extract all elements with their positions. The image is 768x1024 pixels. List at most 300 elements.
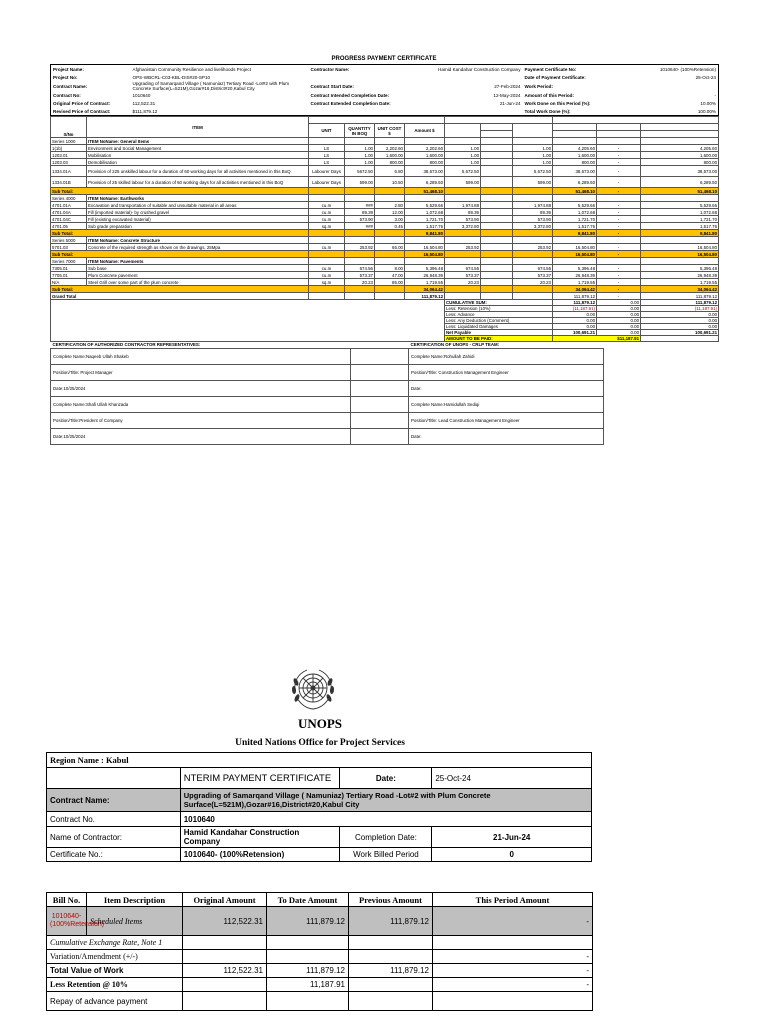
item-amount: 6,289.50 xyxy=(405,177,445,188)
item-cp-all-previous: 4,205.60 xyxy=(553,145,597,152)
row-original xyxy=(183,992,267,1011)
item-cp-all-previous: 1,517.76 xyxy=(553,223,597,230)
empty-cell xyxy=(309,230,345,237)
item-cp-all-previous: 1,719.55 xyxy=(553,279,597,286)
item-unit: LS xyxy=(309,152,345,159)
section-row xyxy=(51,258,719,265)
empty-cell xyxy=(445,251,481,258)
header-left-value: Upgrading of Samarqand Village ( Namuniaz) Tertiary Road -Lot#2 with Plum Concrete Surface(L=521M),Gozar#16,District#20,Kabul City xyxy=(132,81,290,91)
summary-label: CUMULATIVE SUM: xyxy=(445,300,553,306)
empty-cell xyxy=(351,365,409,381)
certificate-header xyxy=(50,64,719,116)
item-code: 4701.04A xyxy=(51,209,87,216)
item-amount: 2,202.60 xyxy=(405,145,445,152)
col-usd-1: USD xyxy=(553,131,597,138)
empty-cell xyxy=(345,195,375,202)
item-unit-cost: 3.00 xyxy=(375,216,405,223)
empty-cell xyxy=(481,188,513,195)
empty-cell xyxy=(445,286,481,293)
header-left-label: Project No: xyxy=(53,74,78,80)
header-mid-label xyxy=(309,107,405,116)
subtotal-amount: 34,064.42 xyxy=(405,286,445,293)
row-to-date xyxy=(267,936,349,950)
cert-contractor-line: Complete Name:Shafi Ullah Khanzada xyxy=(51,397,351,413)
item-amount: 26,948.39 xyxy=(405,272,445,279)
item-cp-this: - xyxy=(597,279,641,286)
item-unit-cost: 6.80 xyxy=(375,166,405,177)
item-period xyxy=(481,216,513,223)
table-row xyxy=(47,907,593,936)
empty-cell xyxy=(375,286,405,293)
item-unit: cu.m xyxy=(309,244,345,251)
subtotal-cp-this: - xyxy=(597,293,641,300)
empty-cell xyxy=(513,230,553,237)
item-amount: 38,573.00 xyxy=(405,166,445,177)
bill-previous: 111,879.12 xyxy=(349,907,433,936)
item-cp-to-date: 1,072.68 xyxy=(641,209,719,216)
item-cp-to-date: 1,719.55 xyxy=(641,279,719,286)
row-to-date xyxy=(267,950,349,964)
item-to-date: 674.56 xyxy=(513,265,553,272)
item-cp-this: - xyxy=(597,177,641,188)
header-left-value: 1010640 xyxy=(132,92,151,98)
subtotal-cp-to-date: 34,064.42 xyxy=(641,286,719,293)
empty-cell xyxy=(309,286,345,293)
row-label: Total Value of Work xyxy=(47,964,183,978)
grand-total-row xyxy=(51,293,719,300)
item-all-previous: 1,974.88 xyxy=(445,202,481,209)
row-previous xyxy=(349,936,433,950)
work-billed-label: Work Billed Period xyxy=(340,848,432,862)
empty-cell xyxy=(481,230,513,237)
subtotal-amount: 16,504.80 xyxy=(405,251,445,258)
header-mid-label: Contract Start Date: xyxy=(310,83,354,89)
header-mid-value: Hamid Kandahar Construction Company xyxy=(438,66,521,72)
empty-cell xyxy=(375,293,405,300)
item-unit-cost: 1,600.00 xyxy=(375,152,405,159)
cert-unops-line: Complete Name:Rohullah Zahidi xyxy=(409,349,604,365)
item-qty: 1.00 xyxy=(345,145,375,152)
boq-table xyxy=(50,116,719,342)
header-right-label: Payment Certificate No: xyxy=(524,66,577,72)
contractor-label: Name of Contractor: xyxy=(47,827,181,848)
col-item: ITEM xyxy=(87,117,309,138)
item-unit: cu.m xyxy=(309,209,345,216)
row-previous: 111,879.12 xyxy=(349,964,433,978)
empty-cell xyxy=(375,195,405,202)
subtotal-amount: 111,879.12 xyxy=(405,293,445,300)
subtotal-row xyxy=(51,230,719,237)
empty-cell xyxy=(553,258,597,265)
item-period xyxy=(481,223,513,230)
col-this-period-amount: This Period Amount xyxy=(433,893,593,907)
cert-unops-title: CERTIFICATION OF UNOPS - CRLP TEAM: xyxy=(410,342,500,347)
header-row xyxy=(51,107,719,116)
item-unit: cu.m xyxy=(309,216,345,223)
item-all-previous: 3,372.80 xyxy=(445,223,481,230)
empty-cell xyxy=(641,138,719,145)
item-qty: ### xyxy=(345,202,375,209)
item-to-date: 5,672.50 xyxy=(513,166,553,177)
summary-value-a: 111,879.12 xyxy=(553,300,597,306)
table-row xyxy=(47,964,593,978)
item-to-date: 1,974.88 xyxy=(513,202,553,209)
summary-value-b: 0.00 xyxy=(597,312,641,318)
item-code: 4701.01A xyxy=(51,202,87,209)
empty-cell xyxy=(597,237,641,244)
work-billed-value: 0 xyxy=(432,848,592,862)
col-item-description: Item Description xyxy=(87,893,183,907)
table-row xyxy=(51,216,719,223)
item-unit-cost: 0.45 xyxy=(375,223,405,230)
item-all-previous: 1.00 xyxy=(445,152,481,159)
header-mid-value: 21-Jun-24 xyxy=(499,100,521,106)
header-mid-label: Contract Extended Completion Date: xyxy=(310,100,391,106)
empty-cell xyxy=(405,138,445,145)
item-period xyxy=(481,272,513,279)
item-description: Fill (existing excavated material) xyxy=(87,216,309,223)
item-code: N/A xyxy=(51,279,87,286)
empty-cell xyxy=(345,286,375,293)
certificate-no-label: Certificate No.: xyxy=(47,848,181,862)
header-left-value: OPS-WBCRL-C03-KBL-DIS#20-SP10 xyxy=(132,74,211,80)
item-code: 1(1b) xyxy=(51,145,87,152)
item-cp-to-date: 1,517.76 xyxy=(641,223,719,230)
subtotal-amount: 51,468.10 xyxy=(405,188,445,195)
empty-cell xyxy=(345,237,375,244)
region-name: Region Name : Kabul xyxy=(47,753,592,768)
subtotal-cp-this: - xyxy=(597,230,641,237)
empty-cell xyxy=(641,237,719,244)
item-unit: LS xyxy=(309,159,345,166)
item-description: Mobilisation xyxy=(87,152,309,159)
item-unit-cost: 10.50 xyxy=(375,177,405,188)
item-to-date: 89.39 xyxy=(513,209,553,216)
item-cp-all-previous: 26,948.39 xyxy=(553,272,597,279)
cert-unops-line: Position/Title: Construction Management Engineer xyxy=(409,365,604,381)
row-this-period xyxy=(433,936,593,950)
row-this-period: - xyxy=(433,978,593,992)
item-cp-this: - xyxy=(597,265,641,272)
certification-row xyxy=(51,365,604,381)
subtotal-row xyxy=(51,251,719,258)
item-period xyxy=(481,177,513,188)
bill-to-date: 111,879.12 xyxy=(267,907,349,936)
item-qty: ### xyxy=(345,223,375,230)
item-all-previous: 573.90 xyxy=(445,216,481,223)
summary-value-b: 0.00 xyxy=(597,330,641,336)
amount-to-be-paid-value: $11,187.91 xyxy=(553,336,641,342)
item-unit: LS xyxy=(309,145,345,152)
item-description: Environment and Social Management xyxy=(87,145,309,152)
item-description: Provision of 25 skilled labour for a duration of 60 working days for all activities mentioned in this BoQ xyxy=(87,177,309,188)
item-period xyxy=(481,152,513,159)
item-cp-to-date: 5,529.66 xyxy=(641,202,719,209)
empty-cell xyxy=(445,230,481,237)
header-left-label: Revised Price of Contract: xyxy=(53,108,111,114)
item-code: 1203.01 xyxy=(51,152,87,159)
empty-cell xyxy=(375,188,405,195)
contract-no-value: 1010640 xyxy=(180,812,591,827)
table-row xyxy=(47,950,593,964)
empty-cell xyxy=(553,195,597,202)
subtotal-label: Sub Total: xyxy=(51,188,309,195)
subtotal-cp-to-date: 51,468.10 xyxy=(641,188,719,195)
col-cp-to-date: To Date xyxy=(641,124,719,131)
item-to-date: 1.00 xyxy=(513,159,553,166)
date-value: 25-Oct-24 xyxy=(432,768,592,789)
item-to-date: 20.23 xyxy=(513,279,553,286)
col-qty: QUANTITY IN BOQ xyxy=(345,124,375,138)
item-code: 4701.05 xyxy=(51,223,87,230)
item-cp-this: - xyxy=(597,244,641,251)
item-cp-this: - xyxy=(597,216,641,223)
bill-this-period: - xyxy=(433,907,593,936)
section-title: ITEM NoName: Pavements xyxy=(87,258,309,265)
empty-cell xyxy=(481,195,513,202)
item-unit: Labourer Days xyxy=(309,166,345,177)
table-row xyxy=(51,223,719,230)
item-all-previous: 573.37 xyxy=(445,272,481,279)
header-mid-label: Contractor Name: xyxy=(310,66,350,72)
item-all-previous: 1.00 xyxy=(445,159,481,166)
item-to-date: 1.00 xyxy=(513,145,553,152)
summary-value-a: 0.00 xyxy=(553,312,597,318)
empty-cell xyxy=(445,237,481,244)
item-all-previous: 253.92 xyxy=(445,244,481,251)
item-cp-to-date: 1,721.70 xyxy=(641,216,719,223)
empty-cell xyxy=(309,138,345,145)
bill-original: 112,522.31 xyxy=(183,907,267,936)
col-usd-2: USD xyxy=(597,131,641,138)
item-amount: 1,719.55 xyxy=(405,279,445,286)
item-description: Steel Grill over some part of the plum concrete xyxy=(87,279,309,286)
item-qty: 1.00 xyxy=(345,152,375,159)
col-previous-amount: Previous Amount xyxy=(349,893,433,907)
summary-label: Less: Any Deduction (Comment) xyxy=(445,318,553,324)
item-cp-all-previous: 5,396.48 xyxy=(553,265,597,272)
contract-no-label: Contract No. xyxy=(47,812,181,827)
item-to-date: 573.90 xyxy=(513,216,553,223)
item-qty: 1.00 xyxy=(345,159,375,166)
item-description: Excavation and transportation of suitable and unsuitable material in all areas xyxy=(87,202,309,209)
item-period xyxy=(481,244,513,251)
table-row xyxy=(51,145,719,152)
cert-unops-line: Date: xyxy=(409,429,604,445)
empty-cell xyxy=(641,195,719,202)
row-previous xyxy=(349,992,433,1011)
subtotal-cp-all-previous: 9,841.80 xyxy=(553,230,597,237)
empty-cell xyxy=(405,258,445,265)
row-previous xyxy=(349,978,433,992)
item-code: 5701.03 xyxy=(51,244,87,251)
summary-value-c: 100,691.21 xyxy=(641,330,719,336)
certification-row xyxy=(51,397,604,413)
item-cp-to-date: 6,289.50 xyxy=(641,177,719,188)
item-cp-all-previous: 1,600.00 xyxy=(553,152,597,159)
empty-cell xyxy=(445,188,481,195)
header-mid-value: 12-May-2024 xyxy=(493,92,521,98)
row-to-date: 11,187.91 xyxy=(267,978,349,992)
summary-value-b: 0.00 xyxy=(597,306,641,312)
empty-cell xyxy=(513,188,553,195)
empty-cell xyxy=(513,251,553,258)
item-cp-all-previous: 38,573.00 xyxy=(553,166,597,177)
empty-cell xyxy=(481,258,513,265)
item-unit-cost: 2.80 xyxy=(375,202,405,209)
table-row xyxy=(51,209,719,216)
header-mid-value xyxy=(405,73,523,81)
subtotal-label: Sub Total: xyxy=(51,230,309,237)
item-description: Sub base xyxy=(87,265,309,272)
section-code: Series 7000 xyxy=(51,258,87,265)
item-code: 1203.03 xyxy=(51,159,87,166)
item-qty: 599.00 xyxy=(345,177,375,188)
item-amount: 5,529.66 xyxy=(405,202,445,209)
header-left-value: 112,522.31 xyxy=(132,100,156,106)
summary-value-c: 0.00 xyxy=(641,318,719,324)
col-sno: S/No xyxy=(51,117,87,138)
empty-cell xyxy=(513,195,553,202)
ipc-items-table xyxy=(46,892,593,1011)
col-cp-all-previous: All Previous xyxy=(553,124,597,131)
header-row xyxy=(51,91,719,99)
summary-value-c: (11,187.91) xyxy=(641,306,719,312)
item-unit-cost: 8.00 xyxy=(375,265,405,272)
contract-name-label: Contract Name: xyxy=(47,789,181,812)
item-qty: 674.56 xyxy=(345,265,375,272)
item-unit-cost: 2,202.60 xyxy=(375,145,405,152)
cert-contractor-line: Date:10/25/2024 xyxy=(51,381,351,397)
item-unit: Labourer Days xyxy=(309,177,345,188)
item-to-date: 599.00 xyxy=(513,177,553,188)
col-all-previous: All Previous xyxy=(445,124,481,138)
item-cp-all-previous: 1,072.68 xyxy=(553,209,597,216)
empty-cell xyxy=(345,188,375,195)
item-cp-to-date: 1,600.00 xyxy=(641,152,719,159)
empty-cell xyxy=(345,293,375,300)
header-row xyxy=(51,65,719,74)
table-row xyxy=(51,272,719,279)
empty-cell xyxy=(445,195,481,202)
item-unit-cost: 85.00 xyxy=(375,279,405,286)
org-short-name: UNOPS xyxy=(297,716,343,731)
item-cp-all-previous: 800.00 xyxy=(553,159,597,166)
item-all-previous: 1.00 xyxy=(445,145,481,152)
row-original xyxy=(183,936,267,950)
item-cp-to-date: 26,948.39 xyxy=(641,272,719,279)
subtotal-row xyxy=(51,188,719,195)
item-cp-this: - xyxy=(597,209,641,216)
item-period xyxy=(481,279,513,286)
subtotal-cp-to-date: 16,504.80 xyxy=(641,251,719,258)
header-left-label: Original Price of Contract: xyxy=(53,100,111,106)
ipc-header-table xyxy=(46,752,592,862)
item-period xyxy=(481,202,513,209)
item-cp-this: - xyxy=(597,223,641,230)
header-row xyxy=(51,81,719,91)
empty-cell xyxy=(309,293,345,300)
item-code: 7305.01 xyxy=(51,265,87,272)
empty-cell xyxy=(597,258,641,265)
item-cp-this: - xyxy=(597,272,641,279)
cert-contractor-line: Complete Name:Naqeeb Ullah Shakeb xyxy=(51,349,351,365)
item-to-date: 253.92 xyxy=(513,244,553,251)
row-label: Repay of advance payment xyxy=(47,992,183,1011)
row-original: 112,522.31 xyxy=(183,964,267,978)
header-mid-label xyxy=(309,73,405,81)
item-amount: 1,517.76 xyxy=(405,223,445,230)
empty-cell xyxy=(375,230,405,237)
un-emblem-icon xyxy=(285,662,341,718)
empty-cell xyxy=(309,258,345,265)
summary-value-c: 0.00 xyxy=(641,312,719,318)
section-code: Series 4000 xyxy=(51,195,87,202)
col-bill-no: Bill No. xyxy=(47,893,87,907)
empty-cell xyxy=(445,293,481,300)
item-description: Sub grade preparation xyxy=(87,223,309,230)
empty-cell xyxy=(445,138,481,145)
item-all-previous: 5,672.50 xyxy=(445,166,481,177)
subtotal-row xyxy=(51,286,719,293)
subtotal-label: Sub Total: xyxy=(51,251,309,258)
subtotal-label: Grand Total xyxy=(51,293,309,300)
bill-description: Scheduled Items xyxy=(87,907,183,936)
empty-cell xyxy=(351,413,409,429)
empty-cell xyxy=(351,349,409,365)
item-to-date: 1.00 xyxy=(513,152,553,159)
item-qty: 89.39 xyxy=(345,209,375,216)
header-right-value: 1010640- (100%Retension) xyxy=(659,66,716,72)
header-right-value: 10.00% xyxy=(700,100,716,106)
item-qty: 5672.50 xyxy=(345,166,375,177)
contract-name-value: Upgrading of Samarqand Village ( Namuniaz) Tertiary Road -Lot#2 with Plum Concrete Surface(L=521M),Gozar#16,District#20,Kabul City xyxy=(180,789,591,812)
subtotal-label: Sub Total: xyxy=(51,286,309,293)
item-period xyxy=(481,166,513,177)
cert-contractor-line: Date:10/25/2024 xyxy=(51,429,351,445)
row-this-period: - xyxy=(433,950,593,964)
subtotal-cp-all-previous: 111,879.12 xyxy=(553,293,597,300)
section-title: ITEM NoName: General Items xyxy=(87,138,309,145)
col-to-date-amount: To Date Amount xyxy=(267,893,349,907)
header-left-label: Contract Name: xyxy=(53,83,88,89)
item-code: 1334.01B xyxy=(51,177,87,188)
item-period xyxy=(481,145,513,152)
empty-cell xyxy=(641,336,719,342)
certificate-title: PROGRESS PAYMENT CERTIFICATE xyxy=(331,56,437,62)
row-previous xyxy=(349,950,433,964)
item-amount: 800.00 xyxy=(405,159,445,166)
empty-cell xyxy=(51,336,445,342)
item-period xyxy=(481,265,513,272)
bill-no-value: 1010640- (100%Retension) xyxy=(47,907,87,936)
item-cp-this: - xyxy=(597,159,641,166)
col-period: Period xyxy=(481,131,513,138)
table-row xyxy=(47,978,593,992)
item-unit-cost: 800.00 xyxy=(375,159,405,166)
item-description: Fill (imported material)- by crushed gravel xyxy=(87,209,309,216)
summary-value-a: 100,691.21 xyxy=(553,330,597,336)
amount-to-be-paid-label: AMOUNT TO BE PAID: xyxy=(445,336,553,342)
header-right-label: Total Work Done (%): xyxy=(524,108,571,114)
subtotal-amount: 9,841.80 xyxy=(405,230,445,237)
header-right-value: 25-Oct-24 xyxy=(695,74,716,80)
item-qty: 20.23 xyxy=(345,279,375,286)
header-mid-value xyxy=(405,107,523,116)
item-all-previous: 20.23 xyxy=(445,279,481,286)
item-amount: 1,721.70 xyxy=(405,216,445,223)
contractor-value: Hamid Kandahar Construction Company xyxy=(180,827,340,848)
